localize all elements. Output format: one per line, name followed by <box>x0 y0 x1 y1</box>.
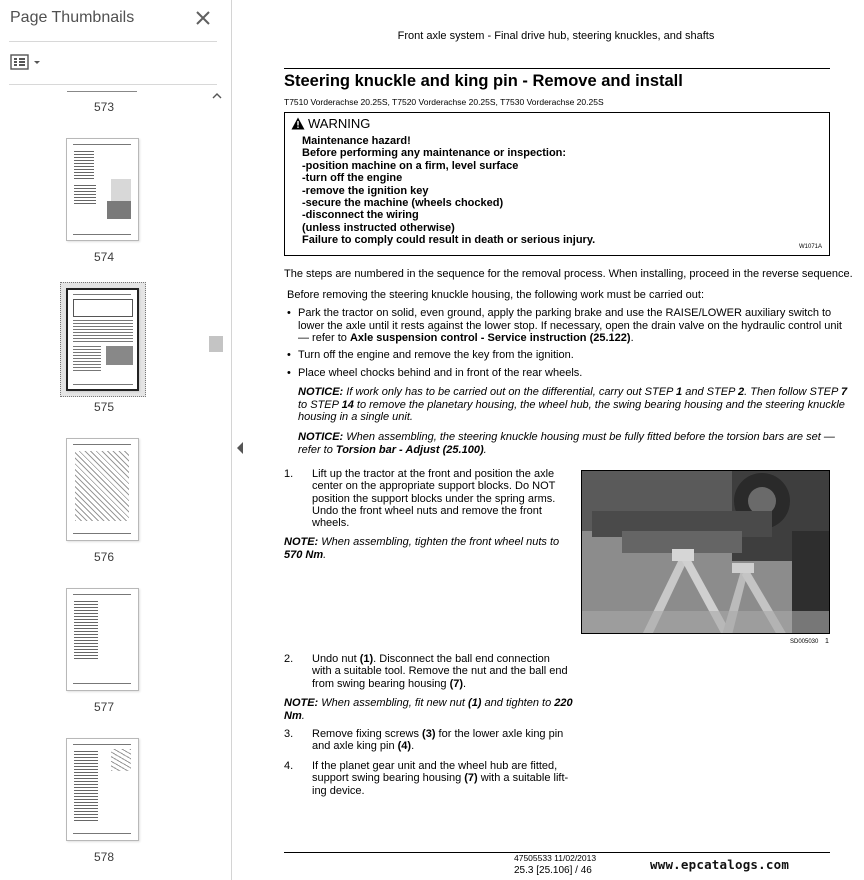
model-list: T7510 Vorderachse 20.25S, T7520 Vorderachse 20.25S, T7530 Vorderachse 20.25S <box>284 97 604 107</box>
warning-label: WARNING <box>308 116 371 131</box>
intro-paragraph: The steps are numbered in the sequence for the removal process. When installing, proceed in the reverse sequence. <box>284 268 853 280</box>
footer-doc-code: 47505533 11/02/2013 <box>514 853 597 863</box>
warning-line: Maintenance hazard! <box>302 135 411 147</box>
scrollbar-thumb[interactable] <box>209 336 223 352</box>
warning-heading <box>291 116 370 131</box>
thumbnail-page-576[interactable] <box>9 438 208 566</box>
warning-line: -disconnect the wiring <box>302 209 419 222</box>
close-icon[interactable] <box>192 7 214 29</box>
warning-box <box>284 112 830 256</box>
axle-support-photo <box>581 470 830 634</box>
thumbnail-page-573[interactable] <box>9 88 208 118</box>
bullet-item: • Place wheel chocks behind and in front of the rear wheels. <box>287 367 583 379</box>
thumbnail-page-number: 575 <box>93 400 115 414</box>
scroll-up-arrow-icon[interactable] <box>208 90 225 106</box>
step-1: 1. Lift up the tractor at the front and position the axle center on the appropriate support blocks. Do NOT position the support blocks under the spring arms. Undo the front wheel nuts and remove the front wheels. <box>284 468 556 530</box>
step-number: 3. <box>284 728 294 740</box>
page-preview <box>66 738 139 841</box>
header-rule <box>284 68 830 69</box>
step-2: 2. Undo nut (1). Disconnect the ball end connection with a suitable tool. Remove the nut and the ball end from swing bearing housing (7). <box>284 653 568 690</box>
page-preview <box>66 288 139 391</box>
thumbnail-page-number: 577 <box>93 700 115 714</box>
warning-text <box>302 135 595 247</box>
panel-header <box>0 0 232 40</box>
warning-code: W1071A <box>798 244 822 250</box>
notice-paragraph: NOTICE: When assembling, the steering knuckle housing must be fully fitted before the torsion bars are set — refer to Torsion bar - Adjust (25.100). <box>298 431 835 456</box>
warning-line: Failure to comply could result in death or serious injury. <box>302 234 596 247</box>
divider <box>9 41 217 42</box>
thumbnail-page-578[interactable] <box>9 738 208 866</box>
step-4: 4. If the planet gear unit and the wheel hub are fitted, support swing bearing housing (7) with a suitable lift- ing device. <box>284 760 569 797</box>
cross-reference-link[interactable]: Torsion bar - Adjust (25.100) <box>335 443 484 456</box>
thumbnail-page-number: 573 <box>93 100 115 114</box>
footer-page-ref: 25.3 [25.106] / 46 <box>514 865 592 876</box>
page-preview <box>66 588 139 691</box>
collapse-panel-arrow-icon[interactable] <box>233 438 247 458</box>
cross-reference-link[interactable]: Axle suspension control - Service instruction (25.122) <box>349 332 631 344</box>
thumbnail-page-number: 574 <box>93 250 115 264</box>
thumbnail-scrollbar[interactable] <box>208 88 225 880</box>
warning-line: (unless instructed otherwise) <box>302 221 455 234</box>
divider <box>9 84 217 85</box>
watermark: www.epcatalogs.com <box>650 857 790 872</box>
bullet-item: • Park the tractor on solid, even ground, apply the parking brake and use the RAISE/LOWER auxiliary switch to lower the axle until it rests against the lower stop. If necessary, open the drain valve on the hydraulic control unit — refer to Axle suspension control - Service instruction (25.122). <box>287 307 842 344</box>
warning-line: -position machine on a firm, level surface <box>302 159 519 172</box>
thumbnail-page-number: 578 <box>93 850 115 864</box>
step-number: 2. <box>284 653 294 665</box>
warning-line: -turn off the engine <box>302 172 403 185</box>
notice-paragraph: NOTICE: If work only has to be carried out on the differential, carry out STEP 1 and STEP 2. Then follow STEP 7 to STEP 14 to remove the planetary housing, the wheel hub, the swing bearing housing and the steering knuckle housing in a single unit. <box>298 386 848 423</box>
thumbnail-page-575[interactable] <box>9 285 208 413</box>
bullet-text: Turn off the engine and remove the key from the ignition. <box>298 349 574 361</box>
bullet-text: Park the tractor on solid, even ground, apply the parking brake and use the RAISE/LOWER auxiliary switch to <box>298 307 832 319</box>
page-thumbnails-panel <box>0 0 232 880</box>
warning-line: -secure the machine (wheels chocked) <box>302 197 504 210</box>
photo-code: SD005030 <box>790 639 819 645</box>
bullet-text: — refer to Axle suspension control - Service instruction (25.122). <box>298 332 634 344</box>
photo-number: 1 <box>825 638 829 645</box>
warning-triangle-icon <box>291 117 305 130</box>
thumbnail-list <box>9 88 208 880</box>
step-number: 4. <box>284 760 294 772</box>
note-paragraph: NOTE: When assembling, fit new nut (1) and tighten to 220 Nm. <box>284 697 573 722</box>
thumbnail-page-number: 576 <box>93 550 115 564</box>
thumbnail-page-577[interactable] <box>9 588 208 716</box>
page-preview <box>66 438 139 541</box>
document-page <box>248 0 864 880</box>
section-title: Steering knuckle and king pin - Remove and install <box>284 72 683 90</box>
warning-line: -remove the ignition key <box>302 184 429 197</box>
thumbnail-options-button[interactable] <box>9 52 47 74</box>
note-paragraph: NOTE: When assembling, tighten the front wheel nuts to 570 Nm. <box>284 536 560 561</box>
running-header: Front axle system - Final drive hub, steering knuckles, and shafts <box>397 30 715 42</box>
step-3: 3. Remove fixing screws (3) for the lower axle king pin and axle king pin (4). <box>284 728 564 753</box>
bullet-text: lower the axle until it rests against the lower stop. If necessary, open the drain valve on the hydraulic control unit <box>298 319 842 332</box>
warning-line: Before performing any maintenance or inspection: <box>302 147 567 160</box>
before-paragraph: Before removing the steering knuckle housing, the following work must be carried out: <box>287 289 704 301</box>
panel-title: Page Thumbnails <box>10 9 135 26</box>
page-preview <box>66 138 139 241</box>
bullet-text: Place wheel chocks behind and in front of the rear wheels. <box>298 367 583 379</box>
thumbnail-page-574[interactable] <box>9 138 208 266</box>
bullet-item: • Turn off the engine and remove the key from the ignition. <box>287 349 574 361</box>
step-number: 1. <box>284 468 294 480</box>
